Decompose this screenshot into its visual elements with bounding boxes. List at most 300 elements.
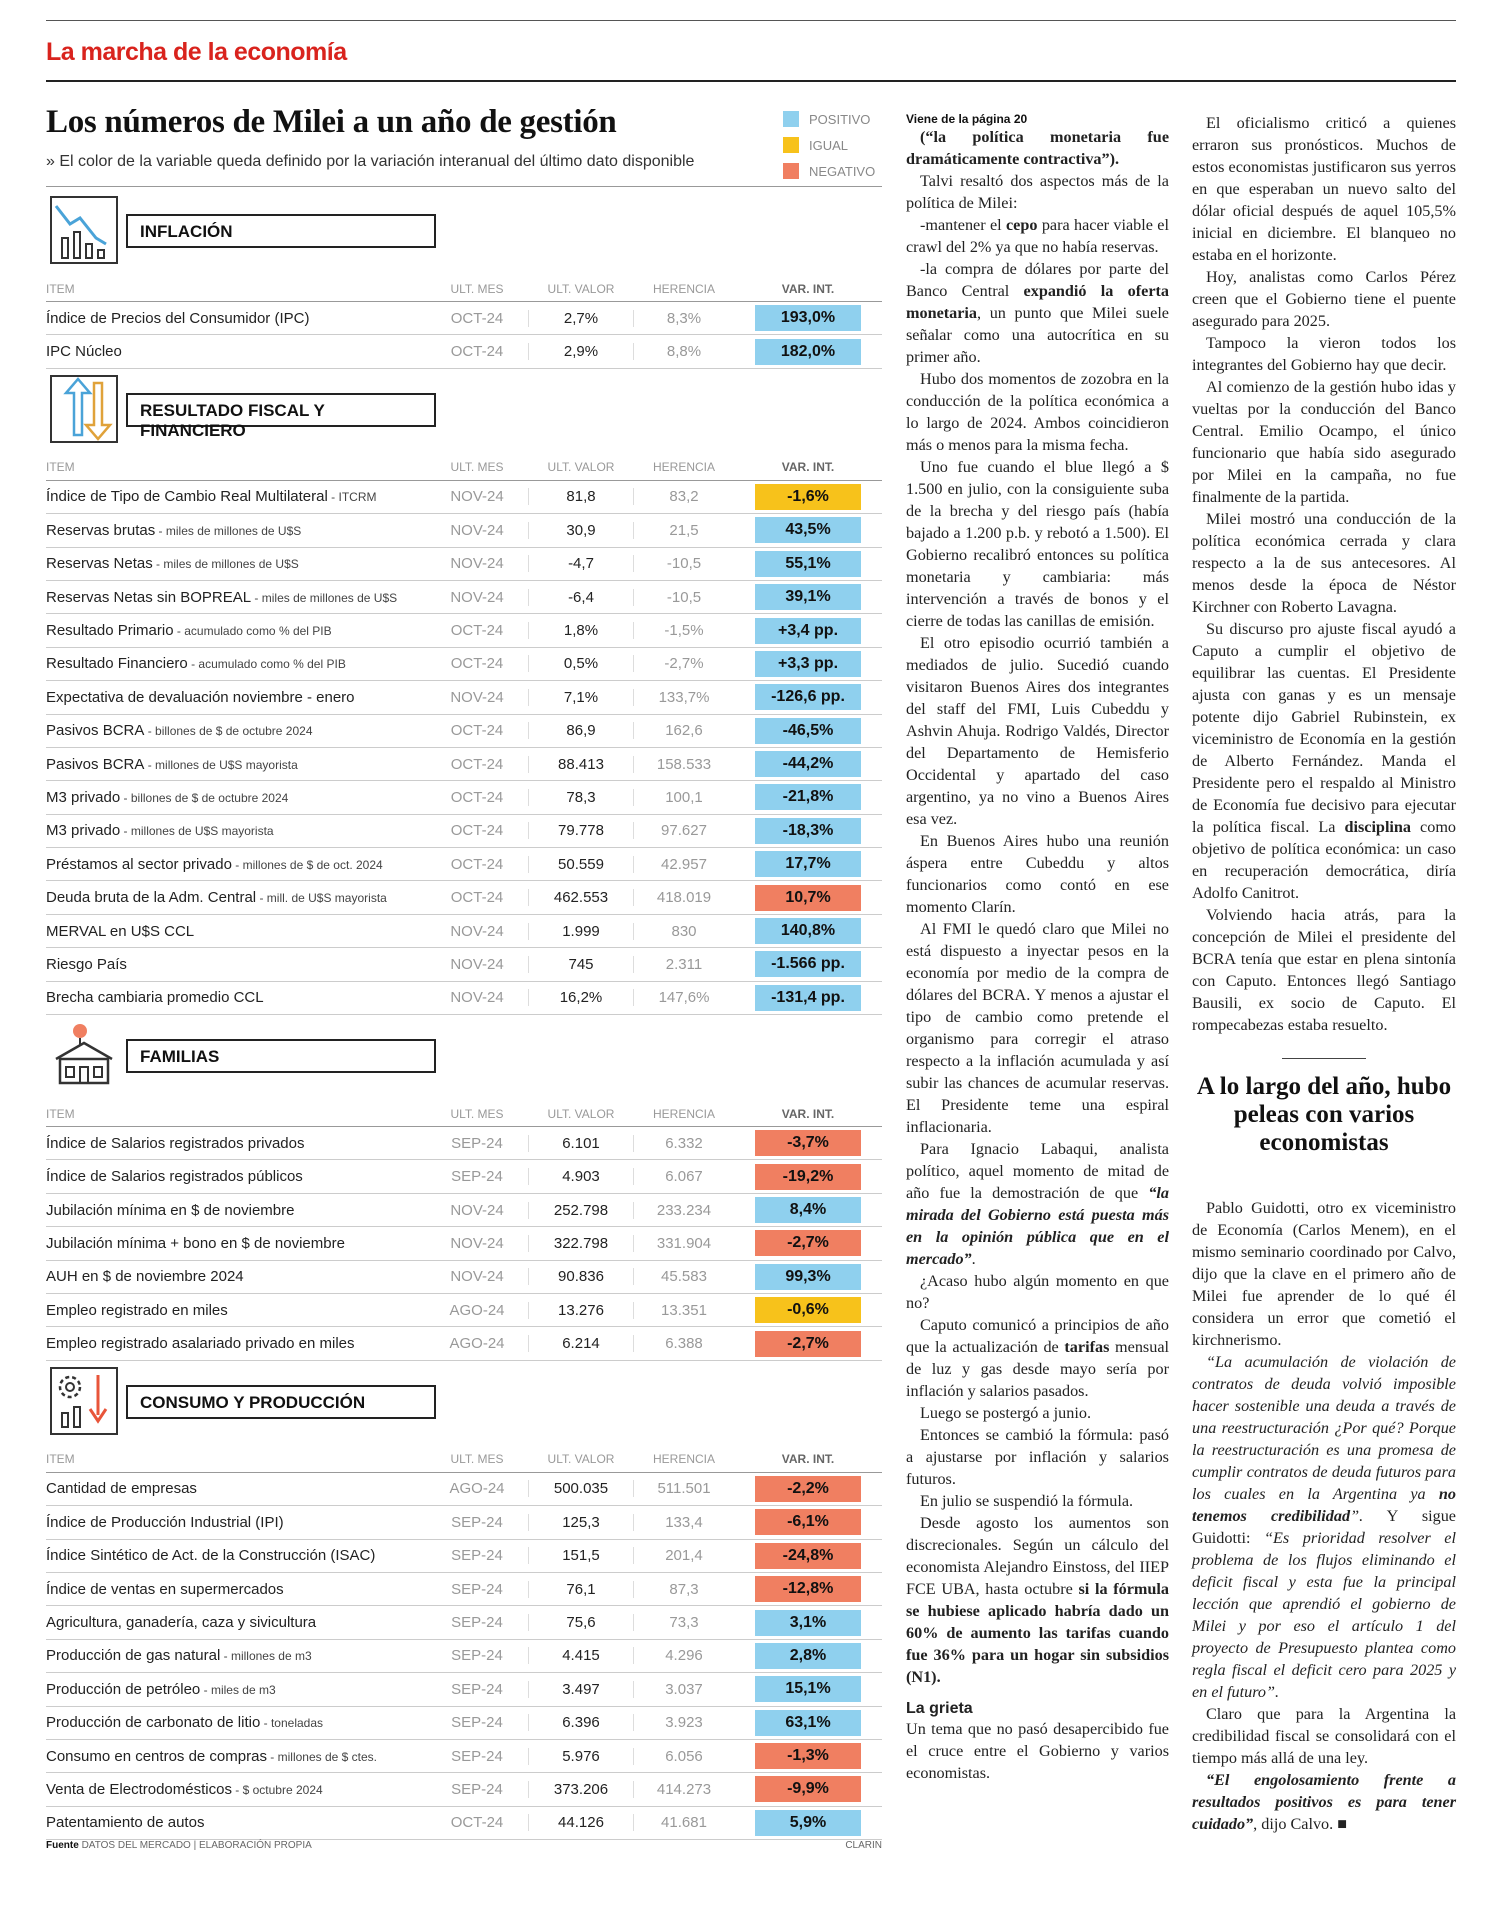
variation-badge: 3,1% [755, 1610, 861, 1636]
row-item-label: Índice de Producción Industrial (IPI) [46, 1513, 284, 1531]
row-variation-cell [734, 1810, 882, 1836]
variation-badge: -44,2% [755, 751, 861, 777]
footer [46, 1840, 882, 1851]
row-variation-cell [734, 851, 882, 877]
row-value: 50.559 [528, 856, 634, 873]
article-paragraph: Hoy, analistas como Carlos Pérez creen que el Gobierno tiene el puente asegurado para 2025. [1192, 268, 1456, 330]
row-inheritance: 6.056 [665, 1747, 703, 1765]
variation-badge: -2,2% [755, 1476, 861, 1502]
row-value: 1.999 [528, 923, 634, 940]
row-item-label: IPC Núcleo [46, 343, 122, 361]
row-item-unit: - toneladas [260, 1716, 324, 1731]
row-month: AGO-24 [449, 1480, 505, 1498]
variation-badge: 15,1% [755, 1676, 861, 1702]
row-item-unit: - ITCRM [327, 490, 377, 505]
article-paragraph: El oficialismo criticó a quienes erraron sus pronósticos. Muchos de estos economistas justificaron sus yerros en que esperaban un nuevo salto del dólar oficial después de aquel 105,5% inicial en diciembre. El blanqueo no estaba en el horizonte. [1192, 114, 1456, 264]
row-month: OCT-24 [450, 788, 504, 806]
article-paragraph: Un tema que no pasó desapercibido fue el cruce entre el Gobierno y varios economistas. [906, 1720, 1169, 1782]
row-variation-cell [734, 818, 882, 844]
row-value: 6.101 [528, 1135, 634, 1152]
row-item-label: AUH en $ de noviembre 2024 [46, 1268, 244, 1286]
table-row [46, 1540, 882, 1573]
row-item-label: Cantidad de empresas [46, 1480, 197, 1498]
row-item-unit: - billones de $ de octubre 2024 [144, 724, 313, 739]
article-body [906, 126, 1169, 1784]
row-item [46, 589, 426, 606]
article-paragraph: Su discurso pro ajuste fiscal ayudó a Caputo a cumplir el objetivo de equilibrar las cuentas. El Presidente ajusta con ganas y es un mensaje potente dijo Gabriel Rubinstein, ex viceministro de Economía en la gestión de Alberto Fernández. Manda el Presidente pero el respaldo al Ministro de Economía fue decisivo para ejecutar la política fiscal. La disciplina como objetivo de política económica: un caso en recuperación democrática, diría Adolfo Canitrot. [1192, 620, 1457, 902]
row-item-label: Producción de petróleo [46, 1680, 201, 1698]
variation-badge: 17,7% [755, 851, 861, 877]
row-item [46, 1781, 426, 1798]
variation-badge: -24,8% [755, 1543, 861, 1569]
row-month: SEP-24 [451, 1547, 503, 1565]
table-row [46, 1127, 882, 1160]
row-variation-cell [734, 305, 882, 331]
column-header-inheritance: HERENCIA [652, 1452, 715, 1467]
row-item-label: M3 privado [46, 822, 121, 840]
section-title-box: RESULTADO FISCAL Y FINANCIERO [126, 393, 436, 427]
variation-badge: 182,0% [755, 339, 861, 365]
row-variation-cell [734, 1576, 882, 1602]
column-header-item: ITEM [46, 460, 75, 475]
table-row [46, 982, 882, 1015]
row-item-label: Préstamos al sector privado [46, 855, 232, 873]
table-row [46, 1606, 882, 1639]
row-item [46, 689, 426, 706]
row-variation-cell [734, 1264, 882, 1290]
section-header [46, 190, 882, 276]
row-value: 79.778 [528, 822, 634, 839]
row-month: AGO-24 [449, 1301, 505, 1319]
column-header-value: ULT. VALOR [547, 460, 615, 475]
row-item-unit: - millones de U$S mayorista [120, 824, 274, 839]
table-row [46, 1707, 882, 1740]
row-month: SEP-24 [451, 1714, 503, 1732]
row-inheritance: 414.273 [656, 1780, 712, 1798]
row-variation-cell [734, 551, 882, 577]
table-row [46, 1194, 882, 1227]
row-item-unit: - miles de m3 [200, 1682, 276, 1697]
subtitle: » El color de la variable queda definido por la variación interanual del último dato disponible [46, 153, 695, 170]
variation-badge: -18,3% [755, 818, 861, 844]
row-inheritance: 2.311 [665, 955, 703, 973]
article-paragraph: Para Ignacio Labaqui, analista político, aquel momento de mitad de año fue la demostración de que “la mirada del Gobierno está puesta más en la opinión pública que en el mercado”. [906, 1140, 1169, 1268]
column-header-value: ULT. VALOR [547, 281, 615, 296]
row-item [46, 555, 426, 572]
article-paragraph: “La acumulación de violación de contratos de deuda volvió imposible hacer sostenible una deuda a través de una reestructuración ¿Por qué? Porque la reestructuración es una promesa de cumplir contratos de deuda futuros para los cuales en la Argentina ya no tenemos credibilidad”. Y sigue Guidotti: “Es prioridad resolver el problema de los flujos eliminando el deficit fiscal y esta fue la principal lección que aprendió el gobierno de Milei y por eso el artículo 1 del proyecto de Presupuesto plantea como regla fiscal el deficit cero para 2025 y en el futuro”. [1192, 1353, 1456, 1701]
row-item-label: Expectativa de devaluación noviembre - enero [46, 688, 355, 706]
column-header-inheritance: HERENCIA [652, 281, 715, 296]
row-value: 75,6 [528, 1614, 634, 1631]
row-item-label: Producción de carbonato de litio [46, 1714, 261, 1732]
row-month: OCT-24 [450, 822, 504, 840]
row-value: 6.396 [528, 1714, 634, 1731]
column-header-item: ITEM [46, 1106, 75, 1121]
row-item [46, 1547, 426, 1564]
article-paragraph: Tampoco la vieron todos los integrantes del Gobierno hay que decir. [1192, 334, 1456, 374]
row-inheritance: 87,3 [669, 1580, 699, 1598]
article-column-2 [1192, 112, 1456, 1835]
column-header-row [46, 1101, 882, 1127]
row-inheritance: 100,1 [665, 788, 703, 806]
row-value: 86,9 [528, 722, 634, 739]
table-row [46, 648, 882, 681]
variation-badge: -3,7% [755, 1130, 861, 1156]
row-value: 16,2% [528, 989, 634, 1006]
row-inheritance: 6.388 [665, 1335, 703, 1353]
row-value: 7,1% [528, 689, 634, 706]
variation-badge: -2,7% [755, 1230, 861, 1256]
row-month: OCT-24 [450, 889, 504, 907]
section-header [46, 1015, 882, 1101]
row-value: 5.976 [528, 1748, 634, 1765]
row-month: NOV-24 [450, 688, 504, 706]
row-value: 88.413 [528, 756, 634, 773]
legend-swatch [783, 137, 799, 153]
column-header-value: ULT. VALOR [547, 1452, 615, 1467]
row-item [46, 1814, 426, 1831]
row-item [46, 1681, 426, 1698]
row-month: OCT-24 [450, 1814, 504, 1832]
row-value: 2,9% [528, 343, 634, 360]
row-inheritance: 45.583 [661, 1268, 707, 1286]
row-item-label: Jubilación mínima en $ de noviembre [46, 1201, 295, 1219]
row-inheritance: -10,5 [666, 588, 702, 606]
variation-badge: -6,1% [755, 1509, 861, 1535]
column-header-item: ITEM [46, 281, 75, 296]
row-value: 151,5 [528, 1547, 634, 1564]
article-paragraph: Desde agosto los aumentos son discrecionales. Según un cálculo del economista Alejandro Einstoss, del IIEP FCE UBA, hasta octubre si la fórmula se hubiese aplicado habría dado un 60% de aumento las tarifas cuando fue 36% para un hogar sin subsidios (N1). [906, 1514, 1169, 1686]
row-item-label: Patentamiento de autos [46, 1814, 205, 1832]
row-item [46, 1748, 426, 1765]
row-item [46, 822, 426, 839]
article-paragraph: Luego se postergó a junio. [920, 1404, 1091, 1422]
table-row [46, 681, 882, 714]
row-value: 13.276 [528, 1302, 634, 1319]
row-item-unit: - millones de m3 [220, 1649, 312, 1664]
row-item [46, 1581, 426, 1598]
variation-badge: -9,9% [755, 1776, 861, 1802]
table-row [46, 1640, 882, 1673]
variation-badge: -1,3% [755, 1743, 861, 1769]
legend [783, 106, 875, 184]
row-item [46, 488, 426, 505]
row-month: OCT-24 [450, 309, 504, 327]
legend-item [783, 158, 875, 184]
row-variation-cell [734, 1676, 882, 1702]
row-item-unit: - acumulado como % del PIB [187, 657, 346, 672]
table-row [46, 1740, 882, 1773]
row-item-unit: - miles de millones de U$S [155, 523, 302, 538]
article-paragraph: Hubo dos momentos de zozobra en la conducción de la política económica a lo largo de 2024. Ambos coincidieron más o menos para la misma fecha. [906, 370, 1169, 454]
row-variation-cell [734, 1297, 882, 1323]
table-row [46, 1506, 882, 1539]
row-item [46, 1268, 426, 1285]
row-inheritance: 133,7% [658, 688, 710, 706]
header-rule [46, 20, 1456, 21]
table-row [46, 1807, 882, 1840]
data-table [46, 190, 882, 1840]
row-item-label: Índice Sintético de Act. de la Construcción (ISAC) [46, 1547, 376, 1565]
row-variation-cell [734, 784, 882, 810]
row-month: SEP-24 [451, 1614, 503, 1632]
row-variation-cell [734, 1743, 882, 1769]
article-paragraph: (“la política monetaria fue dramáticamente contractiva”). [906, 128, 1169, 168]
row-value: 373.206 [528, 1781, 634, 1798]
source-label: Fuente [46, 1840, 79, 1851]
table-row [46, 548, 882, 581]
variation-badge: +3,4 pp. [755, 618, 861, 644]
row-item [46, 1168, 426, 1185]
row-inheritance: 201,4 [665, 1547, 703, 1565]
row-item [46, 1335, 426, 1352]
variation-badge: -1,6% [755, 484, 861, 510]
row-value: 4.415 [528, 1647, 634, 1664]
variation-badge: 8,4% [755, 1197, 861, 1223]
row-item-label: Índice de Salarios registrados públicos [46, 1168, 303, 1186]
column-header-month: ULT. MES [450, 1452, 504, 1467]
table-row [46, 948, 882, 981]
row-month: SEP-24 [451, 1168, 503, 1186]
variation-badge: 10,7% [755, 885, 861, 911]
variation-badge: 39,1% [755, 584, 861, 610]
row-item [46, 856, 426, 873]
row-inheritance: 83,2 [669, 488, 699, 506]
section-title-box: CONSUMO Y PRODUCCIÓN [126, 1385, 436, 1419]
row-item [46, 1514, 426, 1531]
source-text: DATOS DEL MERCADO | ELABORACIÓN PROPIA [81, 1840, 312, 1851]
row-value: 76,1 [528, 1581, 634, 1598]
header-rule [46, 80, 1456, 82]
up-down-arrows-icon [48, 373, 120, 445]
table-row [46, 481, 882, 514]
row-variation-cell [734, 1130, 882, 1156]
row-value: 2,7% [528, 310, 634, 327]
column-header-value: ULT. VALOR [547, 1106, 615, 1121]
variation-badge: -126,6 pp. [755, 684, 861, 710]
row-variation-cell [734, 517, 882, 543]
row-item [46, 343, 426, 360]
table-row [46, 1773, 882, 1806]
article-paragraph: Volviendo hacia atrás, para la concepción de Milei el presidente del BCRA tenía que estar en plena sintonía con Caputo. Entonces llegó Santiago Bausili, ex socio de Caputo. El rompecabezas estaba resuelto. [1192, 906, 1456, 1034]
row-item-label: Brecha cambiaria promedio CCL [46, 989, 264, 1007]
row-item [46, 1135, 426, 1152]
row-item [46, 722, 426, 739]
row-item [46, 989, 426, 1006]
variation-badge: 55,1% [755, 551, 861, 577]
section-title-box: INFLACIÓN [126, 214, 436, 248]
article-paragraph: El otro episodio ocurrió también a mediados de julio. Sucedió cuando visitaron Buenos Aires dos integrantes del staff del FMI, Luis Cubeddu y Ashvin Ahuja. Rodrigo Valdés, Director del Departamento de Hemisferio Occidental y apartado del caso argentino, ya no vino a Buenos Aires esa vez. [906, 634, 1169, 828]
table-row [46, 848, 882, 881]
article-paragraph: Caputo comunicó a principios de año que la actualización de tarifas mensual de luz y gas desde mayo sería por inflación y salarios pasados. [906, 1316, 1169, 1400]
column-header-item: ITEM [46, 1452, 75, 1467]
row-item-label: Pasivos BCRA [46, 755, 145, 773]
table-row [46, 748, 882, 781]
row-month: NOV-24 [450, 521, 504, 539]
row-inheritance: 42.957 [661, 855, 707, 873]
row-item-label: Reservas Netas sin BOPREAL [46, 588, 252, 606]
row-value: 4.903 [528, 1168, 634, 1185]
table-section [46, 190, 882, 369]
row-month: NOV-24 [450, 488, 504, 506]
table-row [46, 1160, 882, 1193]
table-row [46, 302, 882, 335]
row-variation-cell [734, 751, 882, 777]
variation-badge: -46,5% [755, 718, 861, 744]
article-paragraph: Uno fue cuando el blue llegó a $ 1.500 en julio, con la consiguiente suba de la brecha y del riesgo país (había bajado a 1.200 p.b. y rebotó a 1.500). El Gobierno recalibró entonces su política monetaria y cambiaria: más intervención a través de bonos y el cierre de todas las canillas de emisión. [906, 458, 1169, 630]
row-inheritance: 331.904 [656, 1234, 712, 1252]
row-item-unit: - miles de millones de U$S [251, 590, 398, 605]
article-paragraph: Al comienzo de la gestión hubo idas y vueltas por la conducción del Banco Central. Emilio Ocampo, el único funcionario que había sido asegurado por Milei en la campaña, no fue finalmente de la partida. [1192, 378, 1456, 506]
article-paragraph: Talvi resaltó dos aspectos más de la política de Milei: [906, 172, 1169, 212]
row-item [46, 1302, 426, 1319]
row-item [46, 622, 426, 639]
row-item-label: Índice de ventas en supermercados [46, 1580, 284, 1598]
row-item-unit: - acumulado como % del PIB [173, 624, 332, 639]
row-item-label: Pasivos BCRA [46, 722, 145, 740]
article-paragraph: La grieta [906, 1700, 973, 1717]
column-header-variation: VAR. INT. [781, 1106, 835, 1121]
row-item-unit: - millones de $ ctes. [266, 1749, 377, 1764]
legend-swatch [783, 111, 799, 127]
variation-badge: 5,9% [755, 1810, 861, 1836]
row-month: SEP-24 [451, 1513, 503, 1531]
column-header-row [46, 276, 882, 302]
section-header [46, 369, 882, 455]
row-inheritance: 511.501 [657, 1480, 711, 1498]
table-section [46, 1361, 882, 1840]
row-item-label: Resultado Primario [46, 622, 174, 640]
divider [46, 186, 882, 187]
row-inheritance: 147,6% [658, 989, 710, 1007]
column-header-month: ULT. MES [450, 281, 504, 296]
row-month: OCT-24 [450, 855, 504, 873]
row-item-unit: - millones de U$S mayorista [144, 757, 298, 772]
article-paragraph: Pablo Guidotti, otro ex viceministro de Economía (Carlos Menem), en el mismo seminario coordinado por Calvo, dijo que la clave en el primero año de Milei fue aprender de lo qué él considera un error que cometió el kirchnerismo. [1192, 1199, 1456, 1349]
row-item [46, 1235, 426, 1252]
row-inheritance: 8,8% [666, 343, 702, 361]
row-inheritance: -1,5% [664, 622, 704, 640]
table-row [46, 1673, 882, 1706]
table-row [46, 581, 882, 614]
legend-item [783, 106, 875, 132]
article-paragraph: -la compra de dólares por parte del Banco Central expandió la oferta monetaria, un punto que Milei suele señalar como una autocrítica en su primer año. [906, 260, 1169, 366]
table-row [46, 881, 882, 914]
credit: CLARIN [845, 1840, 882, 1851]
column-header-variation: VAR. INT. [781, 281, 835, 296]
row-item [46, 956, 426, 973]
article-paragraph: “El engolosamiento frente a resultados positivos es para tener cuidado”, dijo Calvo. ■ [1192, 1771, 1456, 1833]
table-row [46, 915, 882, 948]
row-variation-cell [734, 951, 882, 977]
row-inheritance: 21,5 [669, 521, 699, 539]
row-item [46, 1480, 426, 1497]
row-inheritance: 73,3 [669, 1614, 699, 1632]
row-variation-cell [734, 918, 882, 944]
side-headline: A lo largo del año, hubo peleas con varios economistas [1196, 1073, 1452, 1156]
row-inheritance: 233.234 [656, 1201, 712, 1219]
variation-badge: 140,8% [755, 918, 861, 944]
row-value: 322.798 [528, 1235, 634, 1252]
row-variation-cell [734, 651, 882, 677]
row-month: OCT-24 [450, 755, 504, 773]
legend-swatch [783, 163, 799, 179]
variation-badge: -2,7% [755, 1331, 861, 1357]
row-item-label: Deuda bruta de la Adm. Central [46, 889, 257, 907]
column-header-variation: VAR. INT. [781, 460, 835, 475]
legend-label: POSITIVO [809, 111, 871, 127]
row-value: 78,3 [528, 789, 634, 806]
row-value: 81,8 [528, 488, 634, 505]
row-variation-cell [734, 985, 882, 1011]
row-item-label: Empleo registrado asalariado privado en miles [46, 1335, 355, 1353]
column-header-row [46, 455, 882, 481]
table-row [46, 1294, 882, 1327]
house-icon [48, 1019, 120, 1091]
row-item-label: Índice de Precios del Consumidor (IPC) [46, 309, 310, 327]
page-title: Los números de Milei a un año de gestión [46, 104, 617, 140]
chart-down-icon [48, 194, 120, 266]
variation-badge: -131,4 pp. [755, 985, 861, 1011]
table-row [46, 1227, 882, 1260]
row-item-label: Índice de Salarios registrados privados [46, 1134, 305, 1152]
article-body [1192, 1197, 1456, 1835]
row-item [46, 789, 426, 806]
article-body [1192, 112, 1456, 1036]
kicker: Viene de la página 20 [906, 112, 1028, 126]
row-item-label: Riesgo País [46, 955, 127, 973]
row-inheritance: 830 [671, 922, 697, 940]
row-month: NOV-24 [450, 555, 504, 573]
row-item-label: Resultado Financiero [46, 655, 188, 673]
row-item-label: Consumo en centros de compras [46, 1747, 267, 1765]
row-inheritance: -2,7% [664, 655, 704, 673]
article-paragraph: Entonces se cambió la fórmula: pasó a ajustarse por inflación y salarios futuros. [906, 1426, 1169, 1488]
row-value: 3.497 [528, 1681, 634, 1698]
variation-badge: 2,8% [755, 1643, 861, 1669]
table-row [46, 1327, 882, 1360]
column-header-row [46, 1447, 882, 1473]
table-row [46, 781, 882, 814]
row-item [46, 1714, 426, 1731]
row-item-unit: - $ octubre 2024 [231, 1782, 323, 1797]
article-paragraph: ¿Acaso hubo algún momento en que no? [906, 1272, 1169, 1312]
row-month: NOV-24 [450, 989, 504, 1007]
row-variation-cell [734, 1331, 882, 1357]
section-title-box: FAMILIAS [126, 1039, 436, 1073]
row-item [46, 1647, 426, 1664]
row-item-label: Jubilación mínima + bono en $ de noviembre [46, 1234, 345, 1252]
row-item-label: M3 privado [46, 788, 121, 806]
article-paragraph: -mantener el cepo para hacer viable el crawl del 2% ya que no había reservas. [906, 216, 1169, 256]
row-variation-cell [734, 1197, 882, 1223]
row-value: 44.126 [528, 1814, 634, 1831]
row-inheritance: 41.681 [661, 1814, 707, 1832]
row-month: AGO-24 [449, 1335, 505, 1353]
variation-badge: +3,3 pp. [755, 651, 861, 677]
table-row [46, 715, 882, 748]
row-month: NOV-24 [450, 922, 504, 940]
row-value: 90.836 [528, 1268, 634, 1285]
row-month: SEP-24 [451, 1780, 503, 1798]
row-value: 1,8% [528, 622, 634, 639]
row-inheritance: -10,5 [666, 555, 702, 573]
variation-badge: 63,1% [755, 1710, 861, 1736]
row-inheritance: 97.627 [661, 822, 707, 840]
row-item-label: Agricultura, ganadería, caza y sivicultura [46, 1614, 317, 1632]
row-item-label: Reservas brutas [46, 521, 156, 539]
article-paragraph: Al FMI le quedó claro que Milei no está dispuesto a inyectar pesos en la economía por medio de la compra de dólares del BCRA. Y menos a ajustar el tipo de cambio como pretende el organismo para corregir el atraso respecto a la inflación acumulada y así subir las chances de acumular reservas. El Presidente teme una espiral inflacionaria. [906, 920, 1169, 1136]
